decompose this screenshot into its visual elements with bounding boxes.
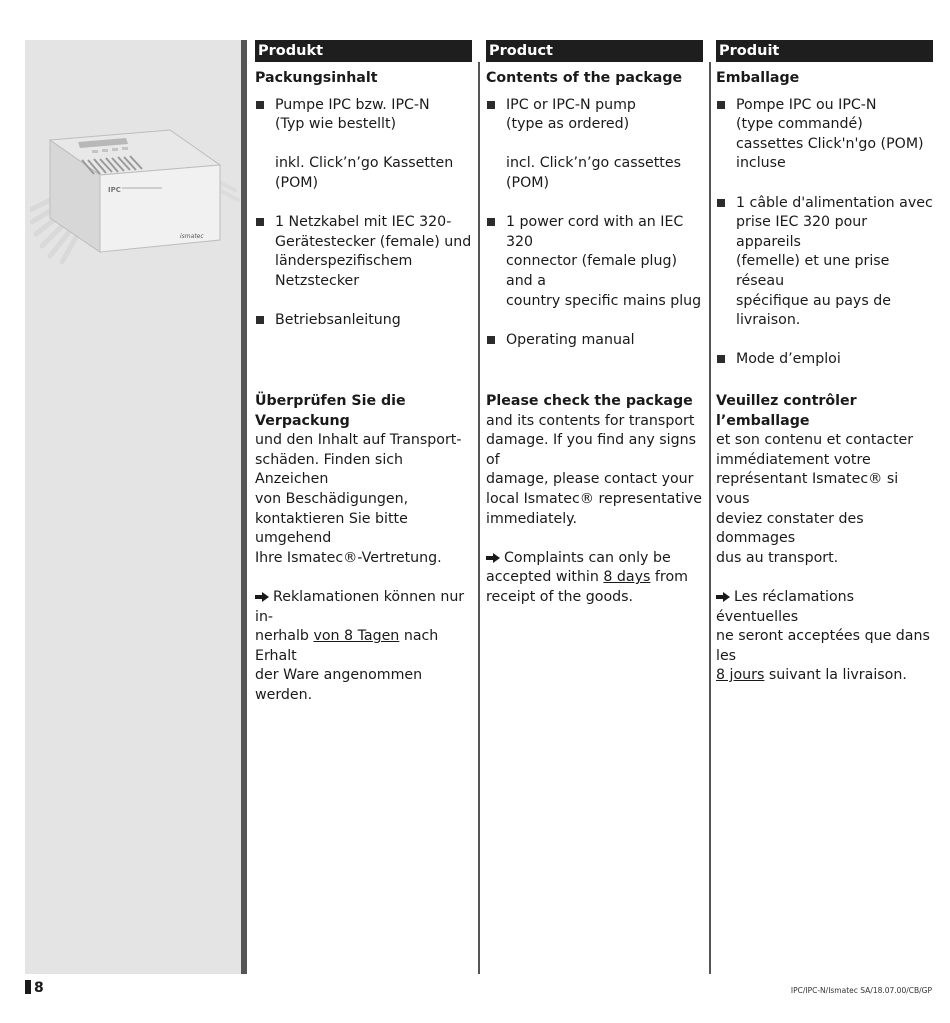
square-bullet-icon <box>487 218 495 226</box>
square-bullet-icon <box>717 199 725 207</box>
list-spacer <box>716 174 933 194</box>
list-item-line: (POM) <box>275 174 319 191</box>
page-number: 8 <box>25 980 44 996</box>
list-item-line: cassettes Click'n'go (POM) <box>736 135 924 152</box>
check-text-line: schäden. Finden sich Anzeichen <box>255 451 404 488</box>
note-text: Complaints can only be <box>504 549 671 566</box>
check-text-line: et son contenu et contacter <box>716 432 914 449</box>
list-item-line: spécifique au pays de <box>736 292 891 309</box>
column-divider-1 <box>478 62 480 974</box>
note-line <box>716 588 933 627</box>
check-package-section <box>486 392 703 608</box>
list-item-line <box>275 135 472 155</box>
list-item-line: Pumpe IPC bzw. IPC-N <box>275 96 430 113</box>
list-item <box>255 213 472 291</box>
column-french <box>716 40 933 684</box>
check-text-line: dus au transport. <box>716 549 839 566</box>
square-bullet-icon <box>487 336 495 344</box>
column-heading: Produit <box>716 40 933 62</box>
note-line <box>716 666 933 686</box>
check-text-line: immediately. <box>486 510 578 527</box>
column-heading: Produkt <box>255 40 472 62</box>
check-text-line: immédiatement votre <box>716 451 871 468</box>
list-spacer <box>486 311 703 331</box>
list-item-line: (Typ wie bestellt) <box>275 116 397 133</box>
note-text: ne seront acceptées que dans les <box>716 628 930 664</box>
contents-list <box>716 96 933 370</box>
square-bullet-icon <box>256 316 264 324</box>
note-line <box>255 627 472 666</box>
list-item-line: Betriebsanleitung <box>275 312 401 329</box>
column-english <box>486 40 703 605</box>
square-bullet-icon <box>256 218 264 226</box>
check-title: Veuillez contrôler l’emballage <box>716 393 857 429</box>
check-text-line: représentant Ismatec® si vous <box>716 471 899 507</box>
note-text: suivant la livraison. <box>764 667 907 684</box>
column-heading: Product <box>486 40 703 62</box>
list-item-line: livraison. <box>736 312 801 329</box>
paragraph-spacer <box>255 568 472 588</box>
note-text: Les réclamations éventuelles <box>716 588 855 625</box>
list-item <box>255 96 472 194</box>
square-bullet-icon <box>256 101 264 109</box>
column-german <box>255 40 472 703</box>
list-item-line: country specific mains plug <box>506 292 702 309</box>
check-text-line: kontaktieren Sie bitte umgehend <box>255 510 408 547</box>
svg-text:IPC: IPC <box>108 186 121 194</box>
list-spacer <box>255 292 472 312</box>
list-spacer <box>486 194 703 214</box>
check-title: Please check the package <box>486 393 693 409</box>
list-item-line: Mode d’emploi <box>736 351 841 368</box>
document-reference: IPC/IPC-N/Ismatec SA/18.07.00/CB/GP <box>790 986 932 995</box>
list-item-line: 1 câble d'alimentation avec <box>736 194 933 211</box>
list-item <box>486 331 703 351</box>
page-marker-icon <box>25 980 31 994</box>
square-bullet-icon <box>717 101 725 109</box>
arrow-right-icon <box>486 553 500 563</box>
list-item-line: Netzstecker <box>275 272 360 289</box>
sidebar-divider <box>241 40 247 974</box>
check-text-line: und den Inhalt auf Transport- <box>255 432 462 449</box>
arrow-right-icon <box>716 592 730 602</box>
list-item-line: Gerätestecker (female) und <box>275 233 472 250</box>
list-item <box>486 96 703 194</box>
note-deadline: 8 jours <box>716 667 765 684</box>
note-deadline: 8 days <box>603 569 651 586</box>
section-title: Emballage <box>716 70 800 86</box>
note-line <box>486 568 703 588</box>
note-text: from <box>650 569 688 586</box>
list-item-line: 1 Netzkabel mit IEC 320- <box>275 214 452 231</box>
list-item-line: (type as ordered) <box>506 116 630 133</box>
note-text: accepted within <box>486 569 604 586</box>
list-spacer <box>716 331 933 351</box>
list-item-line: connector (female plug) and a <box>506 253 678 289</box>
paragraph-spacer <box>486 529 703 549</box>
svg-text:ismatec: ismatec <box>180 233 204 240</box>
section-title: Packungsinhalt <box>255 70 378 86</box>
contents-list <box>255 96 472 331</box>
list-item <box>255 311 472 331</box>
list-item <box>716 194 933 331</box>
check-title: Überprüfen Sie die Verpackung <box>255 393 406 429</box>
column-divider-2 <box>709 62 711 974</box>
check-package-section <box>255 392 472 706</box>
note-deadline: von 8 Tagen <box>313 628 400 645</box>
list-item-line: (femelle) et une prise réseau <box>736 253 890 289</box>
check-text-line: deviez constater des dommages <box>716 510 864 547</box>
list-item <box>716 350 933 370</box>
peristaltic-pump-illustration <box>30 120 240 270</box>
square-bullet-icon <box>717 355 725 363</box>
note-line: receipt of the goods. <box>486 588 634 605</box>
list-item-line: Pompe IPC ou IPC-N <box>736 96 877 113</box>
list-item-line: (POM) <box>506 174 550 191</box>
paragraph-spacer <box>716 568 933 588</box>
list-item-line: incluse <box>736 155 786 172</box>
check-text-line: Ihre Ismatec®-Vertretung. <box>255 549 442 566</box>
list-item-line: länderspezifischem <box>275 253 413 270</box>
note-line <box>486 549 703 569</box>
list-spacer <box>255 194 472 214</box>
list-item <box>716 96 933 174</box>
square-bullet-icon <box>487 101 495 109</box>
note-line <box>716 627 933 666</box>
note-line <box>255 588 472 627</box>
note-text: nach Erhalt <box>255 628 439 664</box>
note-text: nerhalb <box>255 628 314 645</box>
list-item-line <box>506 135 703 155</box>
list-item <box>486 213 703 311</box>
list-item-line: Operating manual <box>506 331 635 348</box>
check-text-line: local Ismatec® representative <box>486 490 702 507</box>
list-item-line: (type commandé) <box>736 116 863 133</box>
check-text-line: von Beschädigungen, <box>255 490 409 507</box>
list-item-line: inkl. Click’n’go Kassetten <box>275 155 454 172</box>
list-item-line: incl. Click’n’go cassettes <box>506 155 681 172</box>
note-line: der Ware angenommen werden. <box>255 667 423 703</box>
check-text-line: damage. If you find any signs of <box>486 432 696 468</box>
note-text: Reklamationen können nur in- <box>255 588 465 625</box>
check-text-line: and its contents for transport <box>486 412 695 429</box>
list-item-line: prise IEC 320 pour appareils <box>736 214 868 250</box>
contents-list <box>486 96 703 351</box>
check-text-line: damage, please contact your <box>486 471 694 488</box>
check-package-section <box>716 392 933 686</box>
list-item-line: 1 power cord with an IEC 320 <box>506 214 684 250</box>
list-item-line: IPC or IPC-N pump <box>506 96 636 113</box>
section-title: Contents of the package <box>486 70 683 86</box>
arrow-right-icon <box>255 592 269 602</box>
